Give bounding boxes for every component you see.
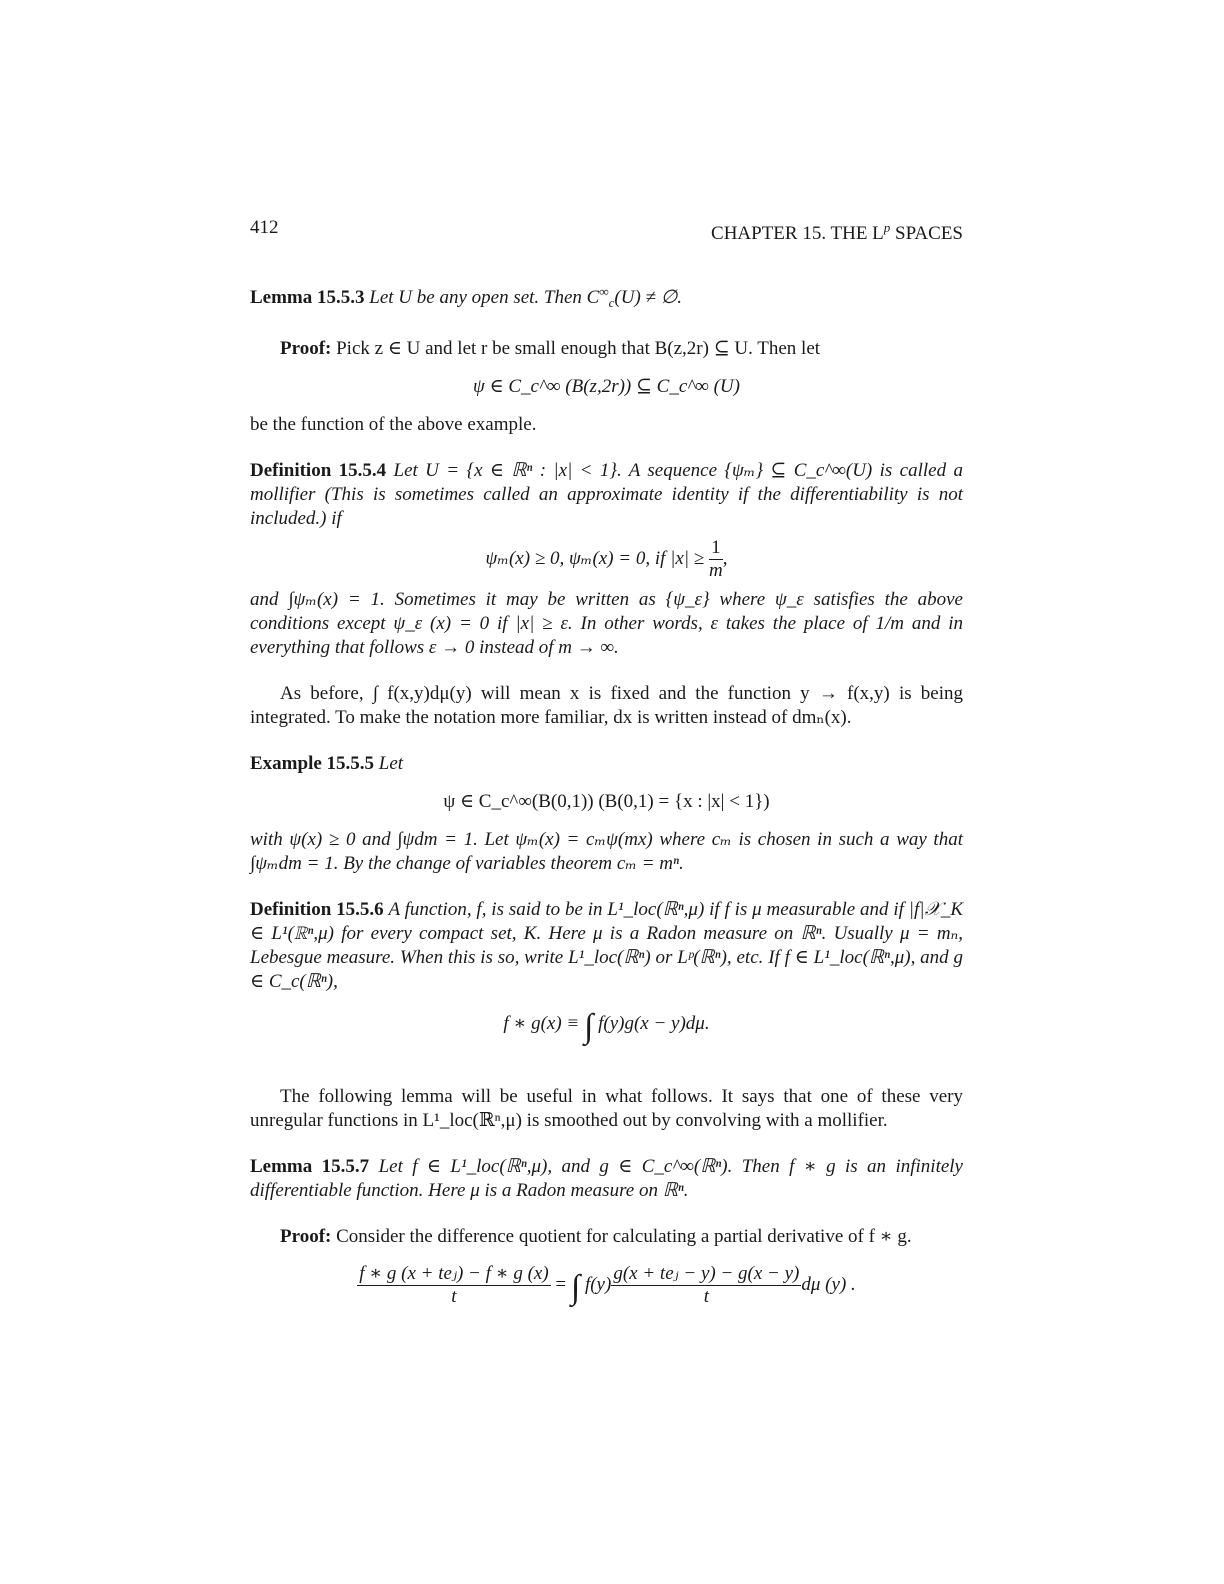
proof-label: Proof: (280, 338, 332, 359)
lemma-15-5-7 (250, 1155, 963, 1203)
example-text: Let (378, 753, 404, 774)
rhs-suffix: dμ (y) . (801, 1273, 856, 1295)
display-convolution (250, 1008, 963, 1045)
definition-text: A function, f, is said to be in L¹_loc(ℝⁿ,μ) if f is μ measurable and if |f|𝒳_K ∈ L¹(ℝⁿ,μ) for every compact set, K. Here μ is a Radon measure on ℝⁿ. Usually μ = mₙ, Lebesgue measure. When this is so, write L¹_loc(ℝⁿ) or Lᵖ(ℝⁿ), etc. If f ∈ L¹_loc(ℝⁿ,μ), and g ∈ C_c(ℝⁿ), (250, 899, 964, 992)
lemma-text-a: Let U be any open set. Then C (369, 287, 600, 308)
example-15-5-5 (250, 752, 963, 776)
equals-sign: = (555, 1273, 567, 1295)
fraction-denominator: m (708, 560, 723, 581)
lemma-text-b: (U) ≠ ∅. (614, 287, 683, 308)
fraction-numerator: 1 (709, 537, 723, 560)
example-continuation: with ψ(x) ≥ 0 and ∫ψdm = 1. Let ψₘ(x) = cₘψ(mx) where cₘ is chosen in such a way that ∫ψₘdm = 1. By the change of variables theorem cₘ = mⁿ. (250, 829, 963, 874)
lemma-label: Lemma 15.5.7 (250, 1156, 370, 1177)
paragraph-as-before: As before, ∫ f(x,y)dμ(y) will mean x is fixed and the function y → f(x,y) is being integrated. To make the notation more familiar, dx is written instead of dmₙ(x). (250, 683, 963, 728)
lemma-text-sup: ∞ (599, 284, 609, 299)
chapter-title-tail: SPACES (890, 223, 963, 244)
display-difference-quotient (250, 1263, 963, 1308)
definition-label: Definition 15.5.4 (250, 460, 387, 481)
example-label: Example 15.5.5 (250, 753, 375, 774)
definition-text: Let U = {x ∈ ℝⁿ : |x| < 1}. A sequence {ψₘ} ⊆ C_c^∞(U) is called a mollifier (This is sometimes called an approximate identity if the differentiability is not included.) if (250, 460, 963, 529)
condition-left: ψₘ(x) ≥ 0, ψₘ(x) = 0, if |x| ≥ (485, 547, 705, 569)
lemma-text (369, 284, 683, 310)
proof-text: Consider the difference quotient for calculating a partial derivative of f ∗ g. (336, 1226, 912, 1247)
display-mollifier-condition (250, 537, 963, 582)
lemma-label: Lemma 15.5.3 (250, 287, 365, 308)
proof-15-5-3 (250, 337, 963, 361)
rhs-numerator: g(x + teⱼ − y) − g(x − y) (613, 1263, 800, 1284)
chapter-title (711, 216, 963, 246)
display-example-psi: ψ ∈ C_c^∞(B(0,1)) (B(0,1) = {x : |x| < 1}) (443, 791, 770, 812)
display-equation-psi: ψ ∈ C_c^∞ (B(z,2r)) ⊆ C_c^∞ (U) (473, 376, 740, 397)
proof-text: Pick z ∈ U and let r be small enough that B(z,2r) ⊆ U. Then let (336, 338, 821, 359)
chapter-title-text: CHAPTER 15. THE L (711, 223, 884, 244)
definition-15-5-4 (250, 459, 963, 531)
after-proof-text: be the function of the above example. (250, 414, 537, 435)
fraction-one-over-m (709, 537, 723, 582)
rhs-prefix: f(y) (584, 1273, 612, 1295)
lemma-text-sub: c (608, 295, 615, 310)
convolution-left: f ∗ g(x) ≡ (503, 1013, 580, 1034)
running-header (250, 216, 963, 246)
integral-sign: ∫ (584, 1008, 594, 1045)
definition-15-5-6 (250, 898, 963, 994)
definition-continuation: and ∫ψₘ(x) = 1. Sometimes it may be written as {ψ_ε} where ψ_ε satisfies the above conditions except ψ_ε (x) = 0 if |x| ≥ ε. In other words, ε takes the place of 1/m and in everything that follows ε → 0 instead of m → ∞. (250, 589, 963, 658)
lhs-denominator: t (451, 1286, 457, 1307)
convolution-right: f(y)g(x − y)dμ. (598, 1013, 710, 1034)
page-number: 412 (250, 217, 279, 238)
lhs-numerator: f ∗ g (x + teⱼ) − f ∗ g (x) (359, 1263, 549, 1284)
definition-label: Definition 15.5.6 (250, 899, 384, 920)
rhs-denominator: t (703, 1286, 709, 1307)
proof-label: Proof: (280, 1226, 332, 1247)
page (250, 216, 963, 1322)
paragraph-following: The following lemma will be useful in what follows. It says that one of these very unregular functions in L¹_loc(ℝⁿ,μ) is smoothed out by convolving with a mollifier. (250, 1086, 963, 1131)
proof-15-5-7 (250, 1225, 963, 1249)
chapter-title-sup: p (883, 220, 891, 235)
condition-right: , (722, 547, 728, 569)
lhs-fraction (357, 1263, 550, 1308)
rhs-fraction (611, 1263, 801, 1308)
lemma-15-5-3 (250, 280, 963, 315)
lemma-text: Let f ∈ L¹_loc(ℝⁿ,μ), and g ∈ C_c^∞(ℝⁿ). Then f ∗ g is an infinitely differentiable function. Here μ is a Radon measure on ℝⁿ. (250, 1156, 963, 1201)
integral-sign: ∫ (570, 1268, 581, 1306)
